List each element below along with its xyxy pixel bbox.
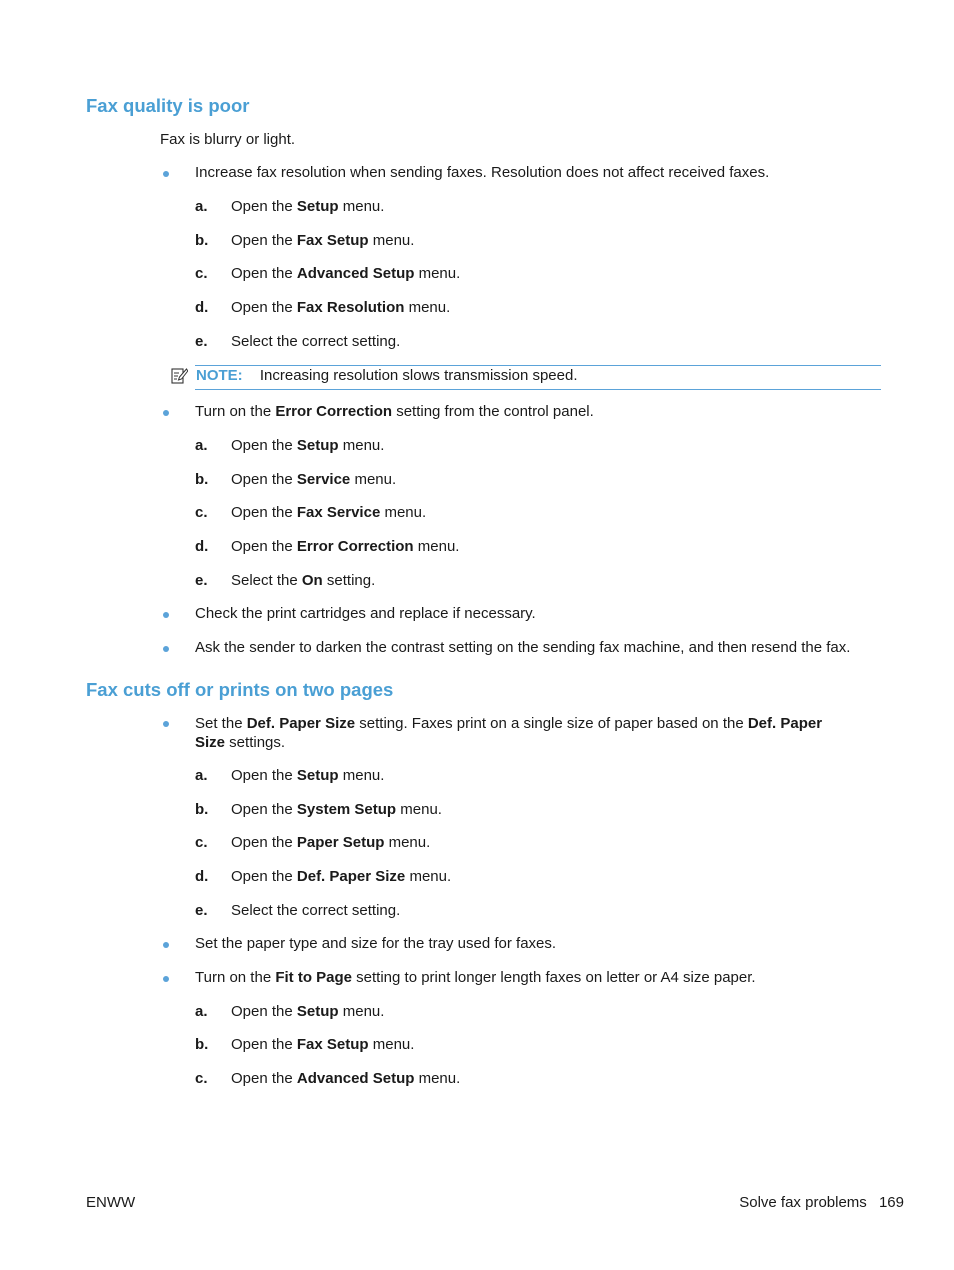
menu-name: Setup: [296, 198, 339, 215]
bullet-item-text: Set the paper type and size for the tray used for faxes.: [195, 935, 557, 952]
bullet-item-text: Increase fax resolution when sending faxes. Resolution does not affect received faxes.: [195, 164, 770, 181]
step-letter: e.: [195, 333, 208, 350]
setting-name: Fit to Page: [275, 969, 352, 986]
page-number: 169: [878, 1194, 904, 1211]
step-text: Open the Paper Setup menu.: [231, 834, 431, 851]
step-text: Open the Service menu.: [231, 471, 397, 488]
step-letter: d.: [195, 868, 209, 885]
section-heading-fax-quality: Fax quality is poor: [86, 95, 250, 116]
bullet-item-text: Check the print cartridges and replace if necessary.: [195, 605, 536, 622]
step-letter: b.: [195, 232, 209, 249]
step-text: Select the On setting.: [231, 572, 376, 589]
menu-name: Paper Setup: [296, 834, 385, 851]
step-letter: a.: [195, 198, 208, 215]
setting-name: Error Correction: [275, 403, 393, 420]
step-letter: c.: [195, 504, 208, 521]
step-letter: c.: [195, 1070, 208, 1087]
menu-name: Fax Service: [296, 504, 381, 521]
bullet-item-text: Turn on the Error Correction setting from the control panel.: [195, 403, 594, 420]
bullet-icon: [163, 410, 169, 416]
setting-name: Def. Paper: [747, 715, 823, 732]
menu-name: Setup: [296, 437, 339, 454]
setting-name: Size: [195, 734, 226, 751]
step-text: Open the Def. Paper Size menu.: [231, 868, 452, 885]
step-text: Open the Advanced Setup menu.: [231, 1070, 461, 1087]
step-text: Open the Error Correction menu.: [231, 538, 460, 555]
bullet-item-text: Ask the sender to darken the contrast setting on the sending fax machine, and then resend the fax.: [195, 639, 851, 656]
footer-right: [739, 1194, 904, 1211]
bullet-icon: [163, 171, 169, 177]
step-text: Open the Setup menu.: [231, 1003, 385, 1020]
bullet-item-text: Turn on the Fit to Page setting to print longer length faxes on letter or A4 size paper.: [195, 969, 756, 986]
menu-name: Setup: [296, 1003, 339, 1020]
menu-name: Service: [296, 471, 351, 488]
step-text: Open the Setup menu.: [231, 767, 385, 784]
intro-text: Fax is blurry or light.: [160, 131, 296, 148]
note-text: Increasing resolution slows transmission speed.: [259, 367, 578, 384]
menu-name: Def. Paper Size: [296, 868, 406, 885]
footer-section-title: Solve fax problems: [739, 1194, 867, 1211]
step-text: Open the Fax Setup menu.: [231, 232, 415, 249]
step-text: Select the correct setting.: [231, 902, 401, 919]
note-label: NOTE:: [196, 367, 243, 384]
step-text: Open the Setup menu.: [231, 437, 385, 454]
step-letter: a.: [195, 437, 208, 454]
menu-name: Setup: [296, 767, 339, 784]
step-letter: e.: [195, 902, 208, 919]
step-text: Select the correct setting.: [231, 333, 401, 350]
section-heading-fax-cuts-off: Fax cuts off or prints on two pages: [86, 679, 394, 700]
step-text: Open the Fax Resolution menu.: [231, 299, 451, 316]
step-text: Open the Fax Service menu.: [231, 504, 427, 521]
step-letter: a.: [195, 767, 208, 784]
step-letter: e.: [195, 572, 208, 589]
menu-name: Advanced Setup: [296, 265, 415, 282]
bullet-icon: [163, 646, 169, 652]
step-text: Open the Setup menu.: [231, 198, 385, 215]
menu-name: System Setup: [296, 801, 397, 818]
note-content: [196, 367, 578, 384]
step-text: Open the Advanced Setup menu.: [231, 265, 461, 282]
menu-name: Fax Resolution: [296, 299, 405, 316]
step-letter: d.: [195, 538, 209, 555]
step-letter: a.: [195, 1003, 208, 1020]
step-letter: b.: [195, 801, 209, 818]
bullet-icon: [163, 721, 169, 727]
menu-name: Error Correction: [296, 538, 414, 555]
step-letter: b.: [195, 1036, 209, 1053]
setting-name: On: [301, 572, 323, 589]
step-text: Open the Fax Setup menu.: [231, 1036, 415, 1053]
bullet-icon: [163, 942, 169, 948]
step-text: Open the System Setup menu.: [231, 801, 442, 818]
bullet-icon: [163, 612, 169, 618]
step-letter: d.: [195, 299, 209, 316]
footer-left: ENWW: [86, 1194, 136, 1211]
step-letter: c.: [195, 265, 208, 282]
note-pencil-icon: [171, 367, 188, 385]
bullet-icon: [163, 976, 169, 982]
step-letter: b.: [195, 471, 209, 488]
menu-name: Advanced Setup: [296, 1070, 415, 1087]
step-letter: c.: [195, 834, 208, 851]
menu-name: Fax Setup: [296, 232, 369, 249]
bullet-item-text: Set the Def. Paper Size setting. Faxes print on a single size of paper based on the Def. Paper Size settings.: [195, 715, 823, 751]
menu-name: Fax Setup: [296, 1036, 369, 1053]
setting-name: Def. Paper Size: [246, 715, 356, 732]
